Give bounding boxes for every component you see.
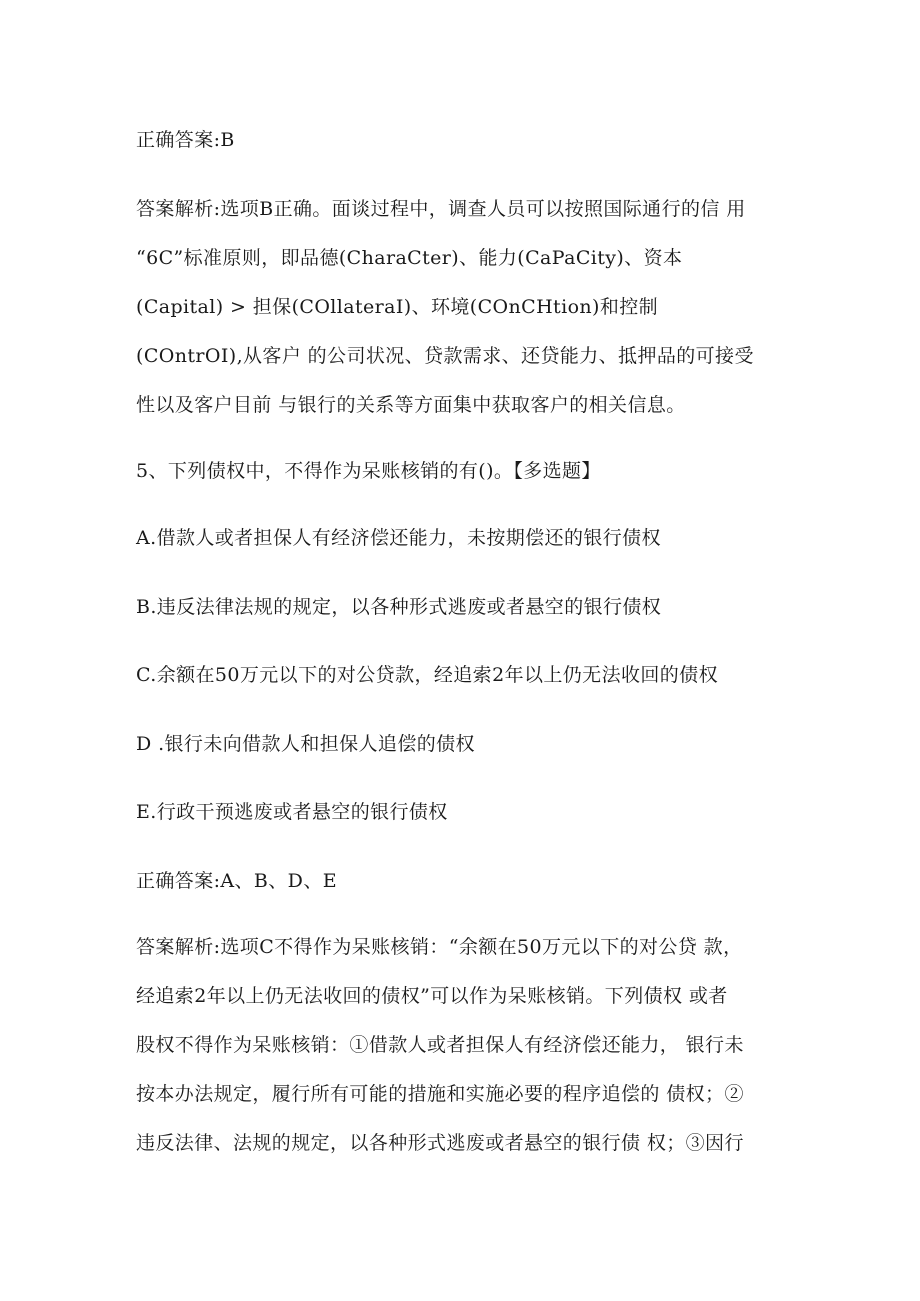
q5-answer: 正确答案:A、B、D、E [136,870,337,892]
q5-analysis-line-1: 答案解析:选项C不得作为呆账核销：“余额在50万元以下的对公贷 款， [136,936,743,958]
q5-option-b: B.违反法律法规的规定，以各种形式逃废或者悬空的银行债权 [136,596,662,618]
q4-analysis-line-2: “6C”标准原则，即品德(CharaCter)、能力(CaPaCity)、资本 [136,247,683,269]
q5-option-d: D .银行未向借款人和担保人追偿的债权 [136,733,475,755]
q5-analysis-line-5: 违反法律、法规的规定，以各种形式逃废或者悬空的银行债 权；③因行 [136,1132,744,1154]
q5-option-a: A.借款人或者担保人有经济偿还能力，未按期偿还的银行债权 [136,527,661,549]
q5-analysis-line-2: 经追索2年以上仍无法收回的债权”可以作为呆账核销。下列债权 或者 [136,985,728,1007]
q4-analysis-line-4: (COntrOI),从客户 的公司状况、贷款需求、还贷能力、抵押品的可接受 [136,345,754,367]
q5-question: 5、下列债权中，不得作为呆账核销的有()。【多选题】 [136,460,601,482]
q5-analysis-line-4: 按本办法规定，履行所有可能的措施和实施必要的程序追偿的 债权；② [136,1083,744,1105]
q5-analysis-line-3: 股权不得作为呆账核销：①借款人或者担保人有经济偿还能力， 银行未 [136,1034,744,1056]
q4-analysis-line-1: 答案解析:选项B正确。面谈过程中，调查人员可以按照国际通行的信 用 [136,198,746,220]
q5-option-c: C.余额在50万元以下的对公贷款，经追索2年以上仍无法收回的债权 [136,664,718,686]
q5-option-e: E.行政干预逃废或者悬空的银行债权 [136,801,448,823]
q4-analysis-line-3: (Capital) > 担保(COllateraI)、环境(COnCHtion)和控制 [136,296,659,318]
q4-answer: 正确答案:B [136,129,235,151]
q4-analysis-line-5: 性以及客户目前 与银行的关系等方面集中获取客户的相关信息。 [136,394,686,416]
